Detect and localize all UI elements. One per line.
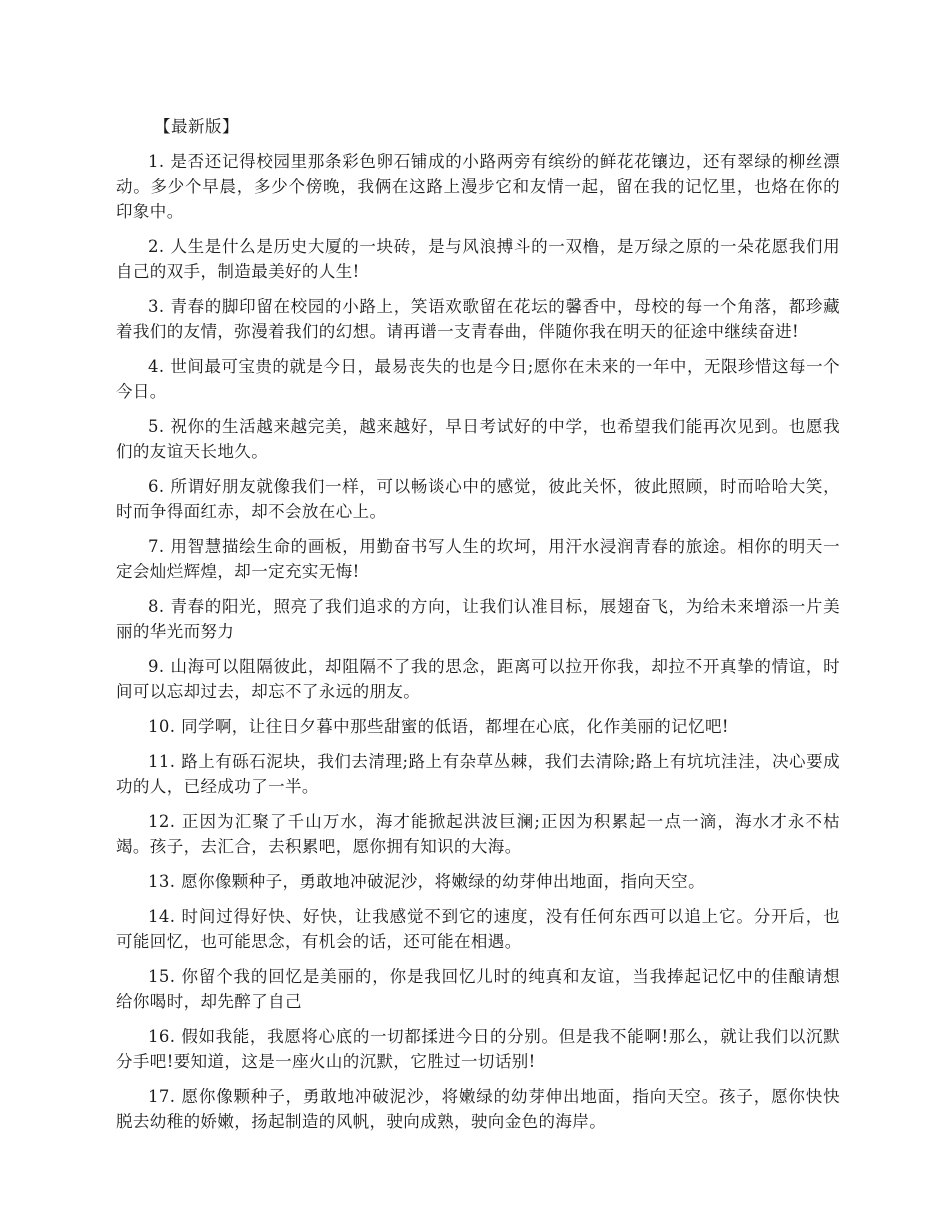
paragraph-13: 13. 愿你像颗种子，勇敢地冲破泥沙，将嫩绿的幼芽伸出地面，指向天空。: [148, 872, 705, 891]
document-body: [116, 114, 840, 1144]
paragraph-4: 4. 世间最可宝贵的就是今日，最易丧失的也是今日;愿你在未来的一年中，无限珍惜这每一个今日。: [116, 357, 840, 401]
paragraph-3: 3. 青春的脚印留在校园的小路上，笑语欢歌留在花坛的馨香中，母校的每一个角落，都珍藏着我们的友情，弥漫着我们的幻想。请再谱一支青春曲，伴随你我在明天的征途中继续奋进!: [116, 297, 840, 341]
paragraph-9: 9. 山海可以阻隔彼此，却阻隔不了我的思念，距离可以拉开你我，却拉不开真挚的情谊，时间可以忘却过去，却忘不了永远的朋友。: [116, 657, 840, 701]
paragraph-2: 2. 人生是什么是历史大厦的一块砖，是与风浪搏斗的一双橹，是万绿之原的一朵花愿我们用自己的双手，制造最美好的人生!: [116, 237, 840, 281]
paragraph-15: 15. 你留个我的回忆是美丽的，你是我回忆儿时的纯真和友谊，当我捧起记忆中的佳酿请想给你喝时，却先醉了自己: [116, 967, 840, 1011]
document-header: 【最新版】: [154, 117, 239, 136]
paragraph-12: 12. 正因为汇聚了千山万水，海才能掀起洪波巨澜;正因为积累起一点一滴，海水才永不枯竭。孩子，去汇合，去积累吧，愿你拥有知识的大海。: [116, 812, 840, 856]
paragraph-8: 8. 青春的阳光，照亮了我们追求的方向，让我们认准目标，展翅奋飞，为给未来增添一片美丽的华光而努力: [116, 597, 840, 641]
paragraph-1: 1. 是否还记得校园里那条彩色卵石铺成的小路两旁有缤纷的鲜花花镶边，还有翠绿的柳丝漂动。多少个早晨，多少个傍晚，我俩在这路上漫步它和友情一起，留在我的记忆里，也烙在你的印象中。: [116, 152, 840, 221]
paragraph-6: 6. 所谓好朋友就像我们一样，可以畅谈心中的感觉，彼此关怀，彼此照顾，时而哈哈大笑，时而争得面红赤，却不会放在心上。: [116, 477, 840, 521]
paragraph-10: 10. 同学啊，让往日夕暮中那些甜蜜的低语，都埋在心底，化作美丽的记忆吧!: [148, 717, 729, 736]
paragraph-11: 11. 路上有砾石泥块，我们去清理;路上有杂草丛棘，我们去清除;路上有坑坑洼洼，决心要成功的人，已经成功了一半。: [116, 752, 840, 796]
paragraph-16: 16. 假如我能，我愿将心底的一切都揉进今日的分别。但是我不能啊!那么，就让我们以沉默分手吧!要知道，这是一座火山的沉默，它胜过一切话别!: [116, 1027, 840, 1071]
paragraph-14: 14. 时间过得好快、好快，让我感觉不到它的速度，没有任何东西可以追上它。分开后，也可能回忆，也可能思念，有机会的话，还可能在相遇。: [116, 907, 840, 951]
paragraph-5: 5. 祝你的生活越来越完美，越来越好，早日考试好的中学，也希望我们能再次见到。也愿我们的友谊天长地久。: [116, 417, 840, 461]
paragraph-17: 17. 愿你像颗种子，勇敢地冲破泥沙，将嫩绿的幼芽伸出地面，指向天空。孩子，愿你快快脱去幼稚的娇嫩，扬起制造的风帆，驶向成熟，驶向金色的海岸。: [116, 1087, 840, 1131]
paragraph-7: 7. 用智慧描绘生命的画板，用勤奋书写人生的坎坷，用汗水浸润青春的旅途。相你的明天一定会灿烂辉煌，却一定充实无悔!: [116, 537, 840, 581]
